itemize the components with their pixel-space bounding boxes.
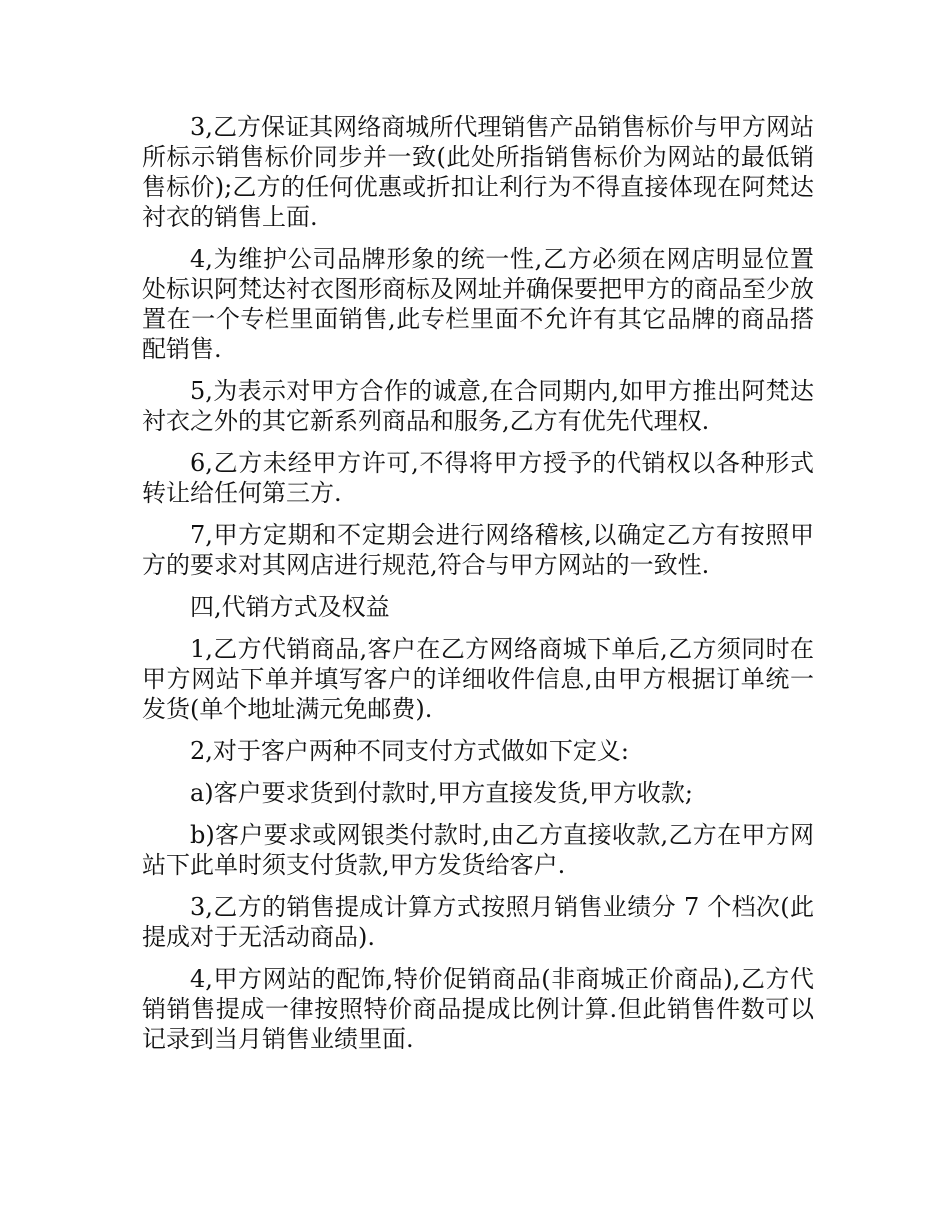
paragraph-clause-5: 5,为表示对甲方合作的诚意,在合同期内,如甲方推出阿梵达衬衣之外的其它新系列商品和服务,乙方有优先代理权. [142,377,814,435]
paragraph-clause-3: 3,乙方保证其网络商城所代理销售产品销售标价与甲方网站所标示销售标价同步并一致(此处所指销售标价为网站的最低销售标价);乙方的任何优惠或折扣让利行为不得直接体现在阿梵达衬衣的销售上面. [142,113,814,231]
paragraph-clause-6: 6,乙方未经甲方许可,不得将甲方授予的代销权以各种形式转让给任何第三方. [142,449,814,507]
section-heading: 四,代销方式及权益 [190,593,390,621]
paragraph-section4-clause-1: 1,乙方代销商品,客户在乙方网络商城下单后,乙方须同时在甲方网站下单并填写客户的详细收件信息,由甲方根据订单统一发货(单个地址满元免邮费). [142,635,814,723]
paragraph-item-a: a)客户要求货到付款时,甲方直接发货,甲方收款; [190,779,694,807]
paragraph-item-b: b)客户要求或网银类付款时,由乙方直接收款,乙方在甲方网站下此单时须支付货款,甲方发货给客户. [142,821,814,879]
document-page [142,112,814,1066]
paragraph-section4-clause-4: 4,甲方网站的配饰,特价促销商品(非商城正价商品),乙方代销销售提成一律按照特价商品提成比例计算.但此销售件数可以记录到当月销售业绩里面. [142,965,814,1053]
paragraph-section4-clause-3: 3,乙方的销售提成计算方式按照月销售业绩分 7 个档次(此提成对于无活动商品). [142,893,814,951]
paragraph-clause-7: 7,甲方定期和不定期会进行网络稽核,以确定乙方有按照甲方的要求对其网店进行规范,符合与甲方网站的一致性. [142,521,814,579]
paragraph-clause-4: 4,为维护公司品牌形象的统一性,乙方必须在网店明显位置处标识阿梵达衬衣图形商标及网址并确保要把甲方的商品至少放置在一个专栏里面销售,此专栏里面不允许有其它品牌的商品搭配销售. [142,245,814,363]
paragraph-section4-clause-2: 2,对于客户两种不同支付方式做如下定义: [190,737,629,765]
